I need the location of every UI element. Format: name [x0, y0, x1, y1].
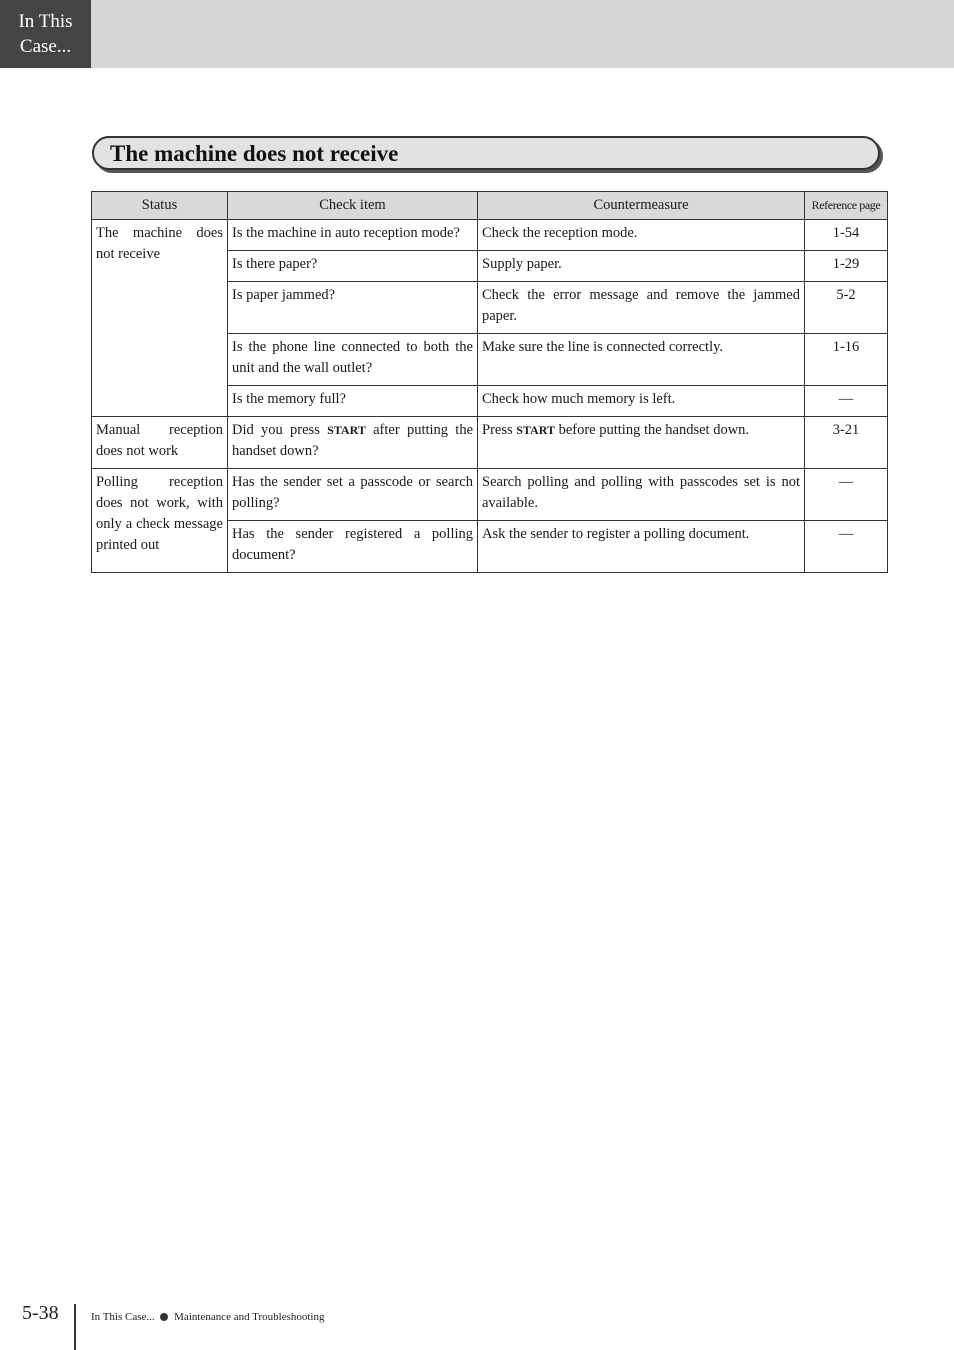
section-title: The machine does not receive: [110, 141, 399, 166]
countermeasure-cell: Check the reception mode.: [478, 220, 805, 251]
start-key-label: START: [327, 423, 366, 437]
check-item-cell: Is the memory full?: [228, 386, 478, 417]
footer-chapter: In This Case...: [91, 1311, 155, 1323]
troubleshooting-table: [91, 191, 888, 573]
header-band: [0, 0, 954, 68]
countermeasure-cell: Check how much memory is left.: [478, 386, 805, 417]
check-item-cell: Has the sender set a passcode or search polling?: [228, 469, 478, 521]
status-cell: Manual reception does not work: [92, 417, 228, 469]
table-row: [92, 469, 888, 521]
reference-page-cell: —: [805, 469, 888, 521]
countermeasure-cell: Search polling and polling with passcodes set is not available.: [478, 469, 805, 521]
check-text-post: after putting the handset down?: [232, 422, 474, 459]
header-status: Status: [92, 192, 228, 220]
check-item-cell: Is paper jammed?: [228, 282, 478, 334]
counter-text-post: before putting the handset down.: [558, 422, 750, 438]
table-row: [92, 417, 888, 469]
chapter-tab: [0, 0, 91, 68]
check-item-cell: Is the phone line connected to both the unit and the wall outlet?: [228, 334, 478, 386]
countermeasure-cell: Make sure the line is connected correctly.: [478, 334, 805, 386]
countermeasure-cell: Ask the sender to register a polling document.: [478, 521, 805, 573]
table-header-row: [92, 192, 888, 220]
chapter-tab-line2: Case...: [19, 36, 72, 57]
table-row: [92, 220, 888, 251]
reference-page-cell: 1-16: [805, 334, 888, 386]
reference-page-cell: 1-54: [805, 220, 888, 251]
page-number: 5-38: [22, 1302, 59, 1324]
footer-section: Maintenance and Troubleshooting: [174, 1311, 325, 1323]
check-item-cell: Has the sender registered a polling document?: [228, 521, 478, 573]
reference-page-cell: 1-29: [805, 251, 888, 282]
footer-breadcrumb: [91, 1311, 324, 1323]
header-check-item: Check item: [228, 192, 478, 220]
check-item-cell: [228, 417, 478, 469]
countermeasure-cell: Check the error message and remove the jammed paper.: [478, 282, 805, 334]
status-cell: The machine does not receive: [92, 220, 228, 417]
check-item-cell: Is there paper?: [228, 251, 478, 282]
reference-page-cell: 3-21: [805, 417, 888, 469]
counter-text-pre: Press: [482, 422, 513, 438]
header-countermeasure: Countermeasure: [478, 192, 805, 220]
bullet-icon: [160, 1313, 168, 1321]
header-reference-page: Reference page: [805, 192, 888, 220]
start-key-label: START: [516, 423, 555, 437]
check-text-pre: Did you press: [232, 422, 320, 438]
countermeasure-cell: [478, 417, 805, 469]
reference-page-cell: —: [805, 521, 888, 573]
chapter-tab-line1: In This: [18, 11, 73, 32]
reference-page-cell: —: [805, 386, 888, 417]
status-cell: Polling reception does not work, with only a check message printed out: [92, 469, 228, 573]
reference-page-cell: 5-2: [805, 282, 888, 334]
section-title-bar: [92, 136, 880, 170]
footer-divider: [74, 1304, 76, 1350]
countermeasure-cell: Supply paper.: [478, 251, 805, 282]
check-item-cell: Is the machine in auto reception mode?: [228, 220, 478, 251]
